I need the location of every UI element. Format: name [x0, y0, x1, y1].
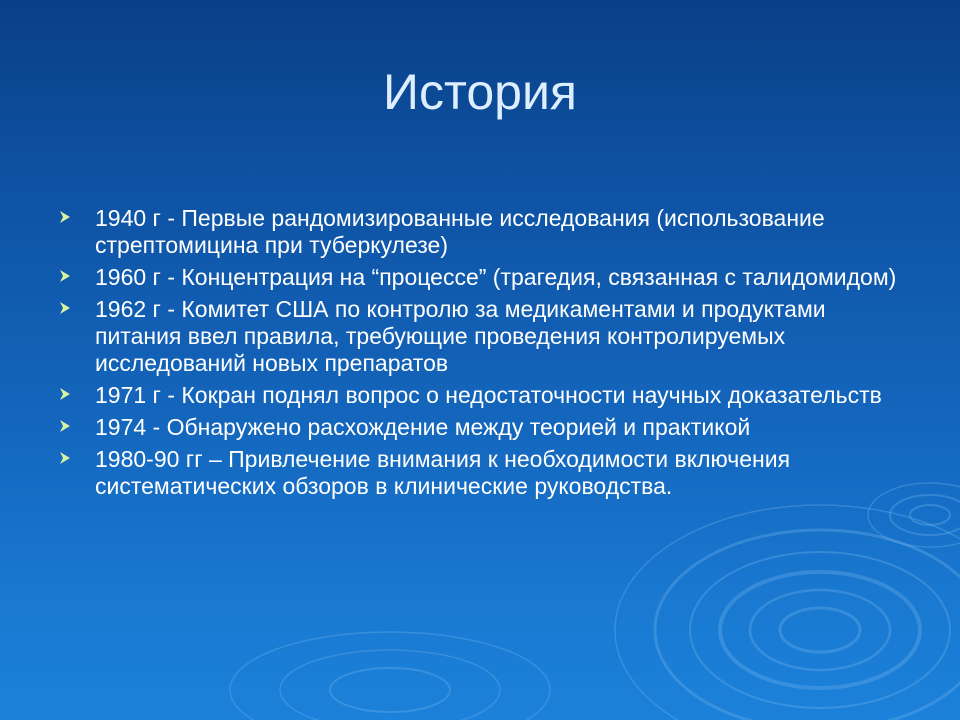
list-item [58, 264, 918, 291]
chevron-right-icon [58, 210, 72, 224]
chevron-right-icon [58, 451, 72, 465]
list-item [58, 205, 918, 259]
bullet-list [58, 205, 918, 505]
list-item [58, 296, 918, 377]
list-item-text: 1971 г - Кокран поднял вопрос о недостаточности научных доказательств [95, 382, 882, 408]
list-item-text: 1980-90 гг – Привлечение внимания к необходимости включения систематических обзоров в клинические руководства. [95, 446, 791, 499]
chevron-right-icon [58, 419, 72, 433]
chevron-right-icon [58, 301, 72, 315]
list-item-text: 1940 г - Первые рандомизированные исследования (использование стрептомицина при туберкулезе) [95, 205, 825, 258]
list-item-text: 1974 - Обнаружено расхождение между теорией и практикой [95, 414, 751, 440]
list-item-text: 1960 г - Концентрация на “процессе” (трагедия, связанная с талидомидом) [95, 264, 897, 290]
chevron-right-icon [58, 269, 72, 283]
list-item-text: 1962 г - Комитет США по контролю за медикаментами и продуктами питания ввел правила, требующие проведения контролируемых исследований новых препаратов [95, 296, 826, 376]
slide-title: История [383, 64, 577, 120]
list-item [58, 446, 918, 500]
chevron-right-icon [58, 387, 72, 401]
list-item [58, 382, 918, 409]
list-item [58, 414, 918, 441]
